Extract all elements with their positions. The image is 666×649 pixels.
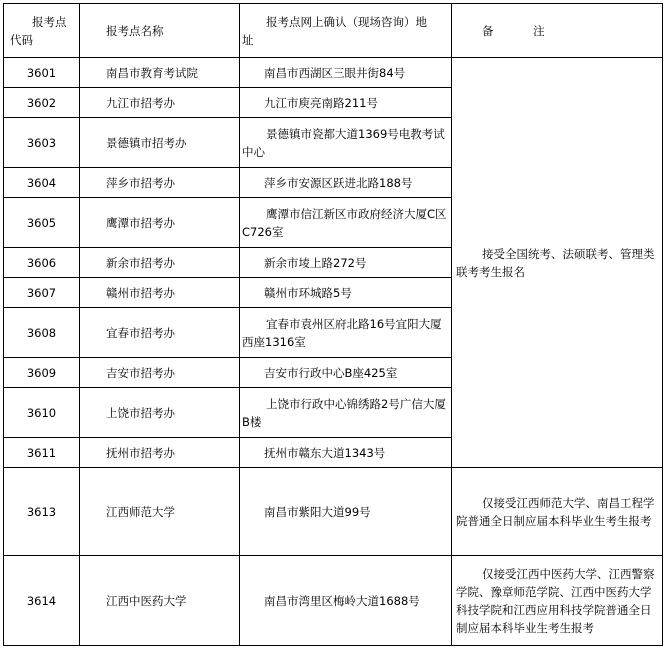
site-code: 3609: [4, 358, 80, 388]
table-row: [4, 58, 663, 88]
site-address: 景德镇市瓷都大道1369号电教考试中心: [240, 118, 452, 168]
site-code: 3614: [4, 556, 80, 646]
site-name: 新余市招考办: [80, 248, 240, 278]
site-name: 宜春市招考办: [80, 308, 240, 358]
site-code: 3603: [4, 118, 80, 168]
site-name: 九江市招考办: [80, 88, 240, 118]
exam-site-table: [3, 3, 663, 646]
site-address: 南昌市湾里区梅岭大道1688号: [240, 556, 452, 646]
header-address: 报考点网上确认（现场咨询）地 址: [240, 4, 452, 58]
site-name: 南昌市教育考试院: [80, 58, 240, 88]
site-code: 3604: [4, 168, 80, 198]
site-address: 吉安市行政中心B座425室: [240, 358, 452, 388]
site-name: 江西师范大学: [80, 468, 240, 556]
site-code: 3613: [4, 468, 80, 556]
site-address: 新余市堎上路272号: [240, 248, 452, 278]
site-address: 宜春市袁州区府北路16号宜阳大厦西座1316室: [240, 308, 452, 358]
site-name: 景德镇市招考办: [80, 118, 240, 168]
site-address: 抚州市赣东大道1343号: [240, 438, 452, 468]
site-note: 仅接受江西师范大学、南昌工程学院普通全日制应届本科毕业生考生报考: [452, 468, 663, 556]
site-code: 3611: [4, 438, 80, 468]
site-address: 赣州市环城路5号: [240, 278, 452, 308]
group-note: 接受全国统考、法硕联考、管理类联考考生报名: [452, 58, 663, 468]
site-address: 鹰潭市信江新区市政府经济大厦C区C726室: [240, 198, 452, 248]
site-code: 3601: [4, 58, 80, 88]
site-note: 仅接受江西中医药大学、江西警察学院、豫章师范学院、江西中医药大学科技学院和江西应用科技学院普通全日制应届本科毕业生考生报考: [452, 556, 663, 646]
header-name: 报考点名称: [80, 4, 240, 58]
site-name: 上饶市招考办: [80, 388, 240, 438]
site-address: 萍乡市安源区跃进北路188号: [240, 168, 452, 198]
table-row: [4, 556, 663, 646]
site-code: 3602: [4, 88, 80, 118]
header-code: 报考点 代码: [4, 4, 80, 58]
site-code: 3606: [4, 248, 80, 278]
table-row: [4, 468, 663, 556]
site-address: 南昌市西湖区三眼井街84号: [240, 58, 452, 88]
site-name: 江西中医药大学: [80, 556, 240, 646]
site-address: 上饶市行政中心锦绣路2号广信大厦B楼: [240, 388, 452, 438]
site-name: 萍乡市招考办: [80, 168, 240, 198]
site-name: 吉安市招考办: [80, 358, 240, 388]
site-code: 3610: [4, 388, 80, 438]
site-code: 3607: [4, 278, 80, 308]
site-address: 南昌市紫阳大道99号: [240, 468, 452, 556]
site-name: 赣州市招考办: [80, 278, 240, 308]
table-header-row: [4, 4, 663, 58]
site-name: 抚州市招考办: [80, 438, 240, 468]
site-code: 3608: [4, 308, 80, 358]
site-address: 九江市庾亮南路211号: [240, 88, 452, 118]
site-name: 鹰潭市招考办: [80, 198, 240, 248]
header-note: 备 注: [452, 4, 663, 58]
site-code: 3605: [4, 198, 80, 248]
